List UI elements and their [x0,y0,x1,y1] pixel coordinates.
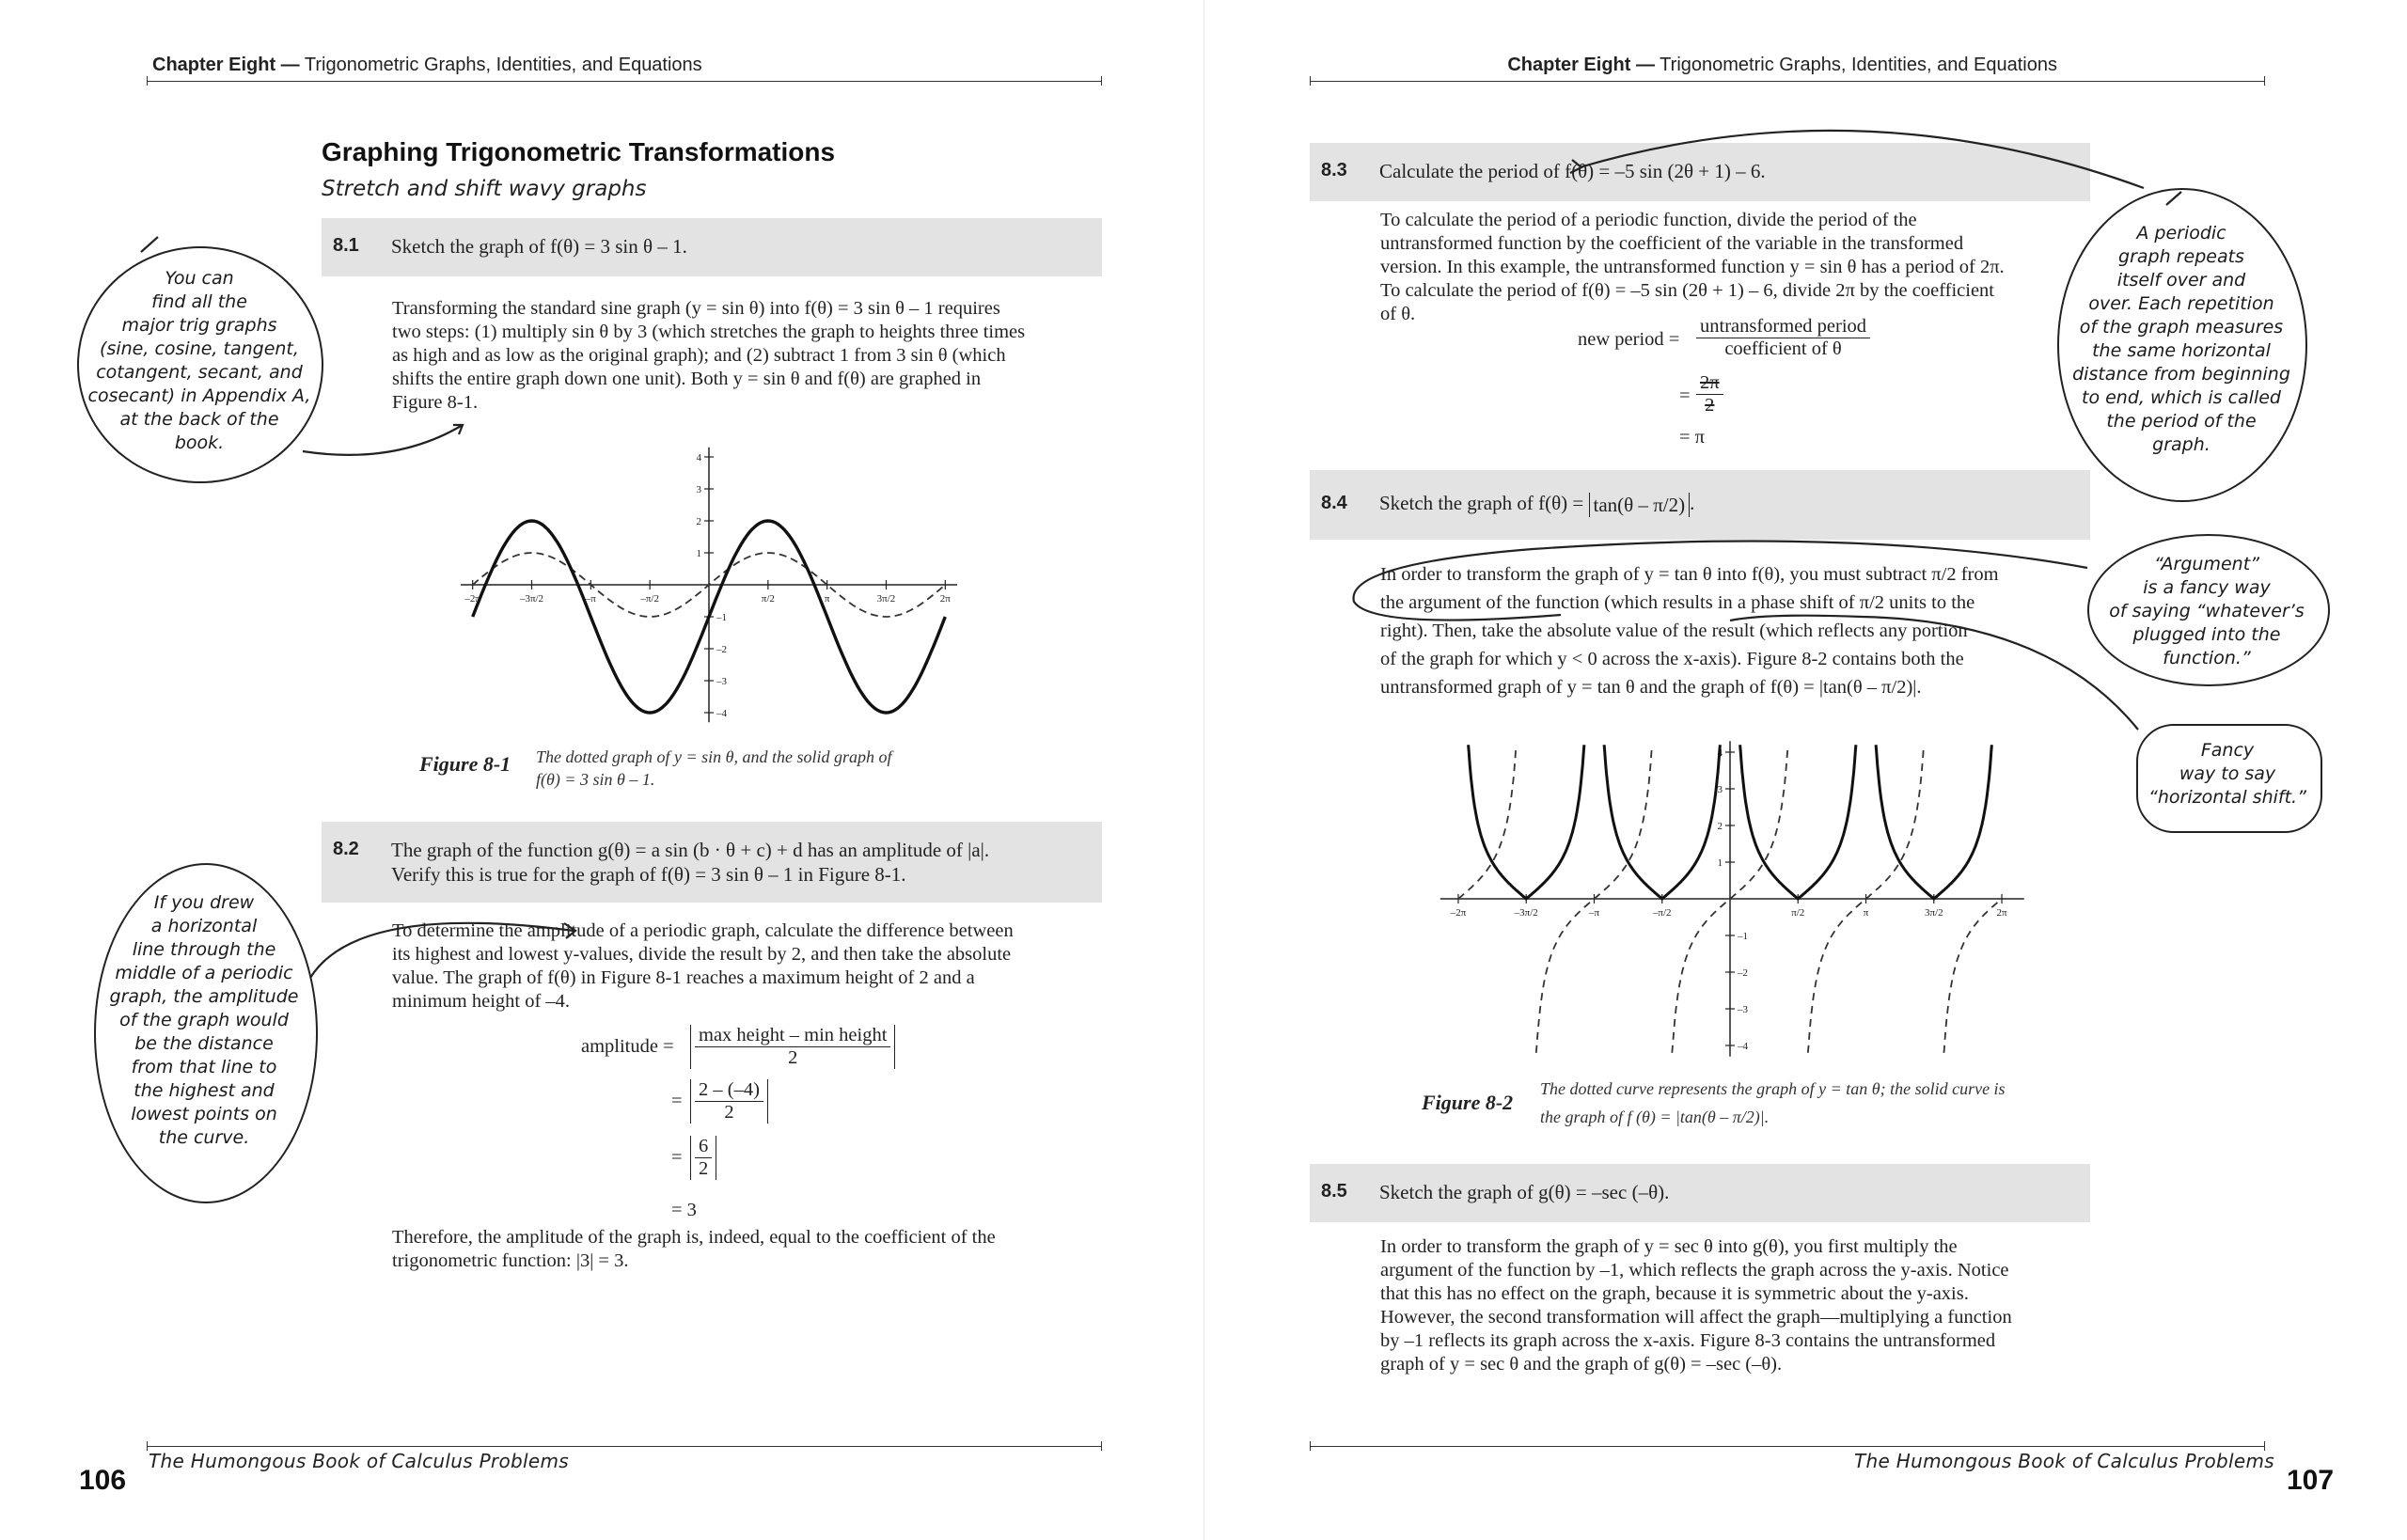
y-tick-label: 3 [696,484,701,495]
problem-statement: Sketch the graph of g(θ) = –sec (–θ). [1379,1181,1670,1203]
figure-8-2-caption: The dotted curve represents the graph of y = tan θ; the solid curve is the graph of f (θ) = |tan(θ – π/2)|. [1540,1079,2006,1126]
y-tick-label: –2 [1738,967,1748,979]
x-tick-label: 2π [939,593,951,605]
margin-note-phase-shift: Fancy way to say “horizontal shift.” [2148,740,2306,808]
running-head: Chapter Eight — Trigonometric Graphs, Identities, and Equations [1507,55,2057,75]
right-page: Chapter Eight — Trigonometric Graphs, Identities, and Equations 8.3 Calculate the period of f(θ) = –5 sin (2θ + 1) – 6. To calculate the period of a periodic function, divide the period of the untransformed function by the coefficient of the variable in the transformed version. In this example, the untransformed function y = sin θ has a period of 2π. To calculate the period of f(θ) = –5 sin (2θ + 1) – 6, divide 2π by the coefficient of θ. new period = $\frac{\text{untransformed period}}{\text{coefficient of θ}}$ = $\frac{2\pi}{2}$ = π 8.4 Sketch the graph of f(θ) = tan(θ – π/2) . In order to transform the graph of y = tan θ into f(θ), you must subtract π/2 from the argument of the function (which results in a phase shift of π/2 units to the right). Then, take the absolute value of the result (which reflects any portion of the graph for which y < 0 across the x-axis). Figure 8-2 contains both the untransformed graph of y = tan θ and the graph of f(θ) = |tan(θ – π/2)|. –2π –3π/2 –π –π/2 π/2 π 3π/2 2π 4 3 2 1 –1 –2 –3 –4 Figure 8-2 The dotted curve represents the graph of y = tan θ; the solid curve is the graph of f (θ) = |tan(θ – π/2)|. 8.5 Sketch the graph of g(θ) = –sec (–θ). In order to transform the graph of y = sec θ into g(θ), you first multiply the argument of the function by –1, which reflects the graph across the y-axis. Notice that this has no effect on the graph, because it is symmetric about the y-axis. However, the second transformation will affect the graph—multiplying a function by –1 reflects its graph across the x-axis. Figure 8-3 contains the untransformed graph of y = sec θ and the graph of g(θ) = –sec (–θ). A periodic graph repeats itself over and over. Each repetition of the graph measures the same horizontal distance from beginning to end, which is called the period of the graph. “Argument” is a fancy way of saying “whatever’s plugged into the function.” Fancy way to say “horizontal shift.” 107 The Humongous Book of Calculus Problems [1204,0,2407,1540]
problem-8-1-solution: Transforming the standard sine graph (y = sin θ) into f(θ) = 3 sin θ – 1 requires two steps: (1) multiply sin θ by 3 (which stretches the graph to heights three times as high and as low as the original graph); and (2) subtract 1 from 3 sin θ (which shifts the entire graph down one unit). Both y = sin θ and f(θ) are graphed in Figure 8-1. [392,298,1026,413]
book-footer: The Humongous Book of Calculus Problems [1854,1450,2274,1472]
problem-8-5-solution: In order to transform the graph of y = sec θ into g(θ), you first multiply the argument of the function by –1, which reflects the graph across the y-axis. Notice that this has no effect on the graph, because it is symmetric about the y-axis. However, the second transformation will affect the graph—multiplying a function by –1 reflects its graph across the x-axis. Figure 8-3 contains the untransformed graph of y = sec θ and the graph of g(θ) = –sec (–θ). [1380,1236,2012,1375]
section-subtitle: Stretch and shift wavy graphs [322,177,647,201]
book-footer: The Humongous Book of Calculus Problems [149,1450,569,1472]
y-tick-label: –1 [1738,931,1748,942]
x-tick-label: –3π/2 [519,593,544,605]
running-head: Chapter Eight — Trigonometric Graphs, Identities, and Equations [152,55,702,75]
problem-number: 8.5 [1321,1181,1347,1202]
y-tick-label: 2 [696,516,701,527]
footer-rule [147,1446,1102,1447]
y-tick-label: –2 [716,644,727,655]
problem-statement: Sketch the graph of f(θ) = tan(θ – π/2) . [1379,492,1695,517]
figure-8-1-label: Figure 8-1 [419,752,511,776]
y-tick-label: –4 [716,708,727,719]
margin-note-period: A periodic graph repeats itself over and over. Each repetition of the graph measures the same horizontal distance from beginning to end, which is called the period of the graph. [2072,223,2290,455]
y-tick-label: –4 [1738,1041,1748,1052]
x-tick-label: π/2 [1791,907,1805,919]
figure-8-2-label: Figure 8-2 [1422,1091,1514,1114]
problem-8-2-conclusion: Therefore, the amplitude of the graph is, indeed, equal to the coefficient of the trigonometric function: |3| = 3. [392,1227,996,1271]
x-tick-label: –π [1588,907,1600,919]
y-tick-label: –3 [1738,1004,1748,1015]
problem-statement: Calculate the period of f(θ) = –5 sin (2θ + 1) – 6. [1379,160,1766,182]
x-tick-label: 2π [1996,907,2007,919]
problem-number: 8.4 [1321,493,1347,513]
x-tick-label: –2π [1450,907,1467,919]
x-tick-label: π [824,593,830,605]
figure-8-1-caption: The dotted graph of y = sin θ, and the solid graph of f(θ) = 3 sin θ – 1. [536,747,892,789]
problem-number: 8.1 [333,235,359,256]
margin-note-amplitude: If you drew a horizontal line through the middle of a periodic graph, the amplitude of the graph would be the distance from that line to the highest and lowest points on the curve. [109,892,299,1148]
x-tick-label: 3π/2 [1924,907,1943,919]
x-tick-label: –π/2 [640,593,659,605]
problem-number: 8.3 [1321,160,1347,181]
x-tick-label: –3π/2 [1514,907,1538,919]
page-number: 106 [79,1465,127,1496]
x-tick-label: –π [585,593,596,605]
y-tick-label: 1 [696,548,701,559]
y-tick-label: –1 [716,612,727,623]
problem-statement: The graph of the function g(θ) = a sin (b · θ + c) + d has an amplitude of |a|. Verify this is true for the graph of f(θ) = 3 sin θ – 1 in Figure 8-1. [391,839,990,886]
margin-note-argument: “Argument” is a fancy way of saying “whatever’s plugged into the function.” [2109,554,2305,668]
left-page: Chapter Eight — Trigonometric Graphs, Identities, and Equations Graphing Trigonometric Transformations Stretch and shift wavy graphs 8.1 Sketch the graph of f(θ) = 3 sin θ – 1. Transforming the standard sine graph (y = sin θ) into f(θ) = 3 sin θ – 1 requires two steps: (1) multiply sin θ by 3 (which stretches the graph to heights three times as high and as low as the original graph); and (2) subtract 1 from 3 sin θ (which shifts the entire graph down one unit). Both y = sin θ and f(θ) are graphed in Figure 8-1. –2π –3π/2 –π –π/2 π/2 π 3π/2 2π 4 3 2 1 –1 –2 –3 –4 Figure 8-1 The dotted graph of y = sin θ, and the solid graph of f(θ) = 3 sin θ – 1. 8.2 The graph of the function g(θ) = a sin (b · θ + c) + d has an amplitude of |a|. Verify this is true for the graph of f(θ) = 3 sin θ – 1 in Figure 8-1. To determine the amplitude of a periodic graph, calculate the difference between its highest and lowest y-values, divide the result by 2, and then take the absolute value. The graph of f(θ) in Figure 8-1 reaches a maximum height of 2 and a minimum height of –4. amplitude = $\frac{\text{max height – min height}}{2}$ = $\frac{2 - (-4)}{2}$ = $\frac{6}{2}$ = 3 Therefore, the amplitude of the graph is, indeed, equal to the coefficient of the trigonometric function: |3| = 3. You can find all the major trig graphs (sine, cosine, tangent, cotangent, secant, and cosecant) in Appendix A, at the back of the book. If you drew a horizontal line through the middle of a periodic graph, the amplitude of the graph would be the distance from that line to the highest and lowest points on the curve. 106 The Humongous Book of Calculus Problems [0,0,1204,1540]
margin-note-appendix: You can find all the major trig graphs (sine, cosine, tangent, cotangent, secant, and cosecant) in Appendix A, at the back of the book. [87,268,311,453]
y-tick-label: 1 [1717,857,1723,869]
problem-number: 8.2 [333,839,359,859]
footer-rule [1310,1446,2265,1447]
x-tick-label: π/2 [761,593,775,605]
section-title: Graphing Trigonometric Transformations [322,137,836,166]
x-tick-label: –π/2 [1652,907,1672,919]
y-tick-label: 4 [696,452,701,464]
problem-statement: Sketch the graph of f(θ) = 3 sin θ – 1. [391,235,687,258]
x-tick-label: –2π [464,593,480,605]
x-tick-label: 3π/2 [876,593,896,605]
problem-8-2-solution: To determine the amplitude of a periodic graph, calculate the difference between its highest and lowest y-values, divide the result by 2, and then take the absolute value. The graph of f(θ) in Figure 8-1 reaches a maximum height of 2 and a minimum height of –4. [392,920,1014,1012]
page-number: 107 [2287,1465,2335,1496]
y-tick-label: 4 [1717,747,1723,759]
y-tick-label: 3 [1717,784,1723,795]
problem-8-3-solution: To calculate the period of a periodic function, divide the period of the untransformed function by the coefficient of the variable in the transformed version. In this example, the untransformed function y = sin θ has a period of 2π. To calculate the period of f(θ) = –5 sin (2θ + 1) – 6, divide 2π by the coefficient of θ. [1380,210,2005,324]
y-tick-label: –3 [716,676,727,687]
problem-8-4-solution: In order to transform the graph of y = tan θ into f(θ), you must subtract π/2 from the argument of the function (which results in a phase shift of π/2 units to the right). Then, take the absolute value of the result (which reflects any portion of the graph for which y < 0 across the x-axis). Figure 8-2 contains both the untransformed graph of y = tan θ and the graph of f(θ) = |tan(θ – π/2)|. [1380,564,1999,698]
y-tick-label: 2 [1717,821,1723,832]
callout-arrows [1204,0,2407,1540]
x-tick-label: π [1863,907,1869,919]
